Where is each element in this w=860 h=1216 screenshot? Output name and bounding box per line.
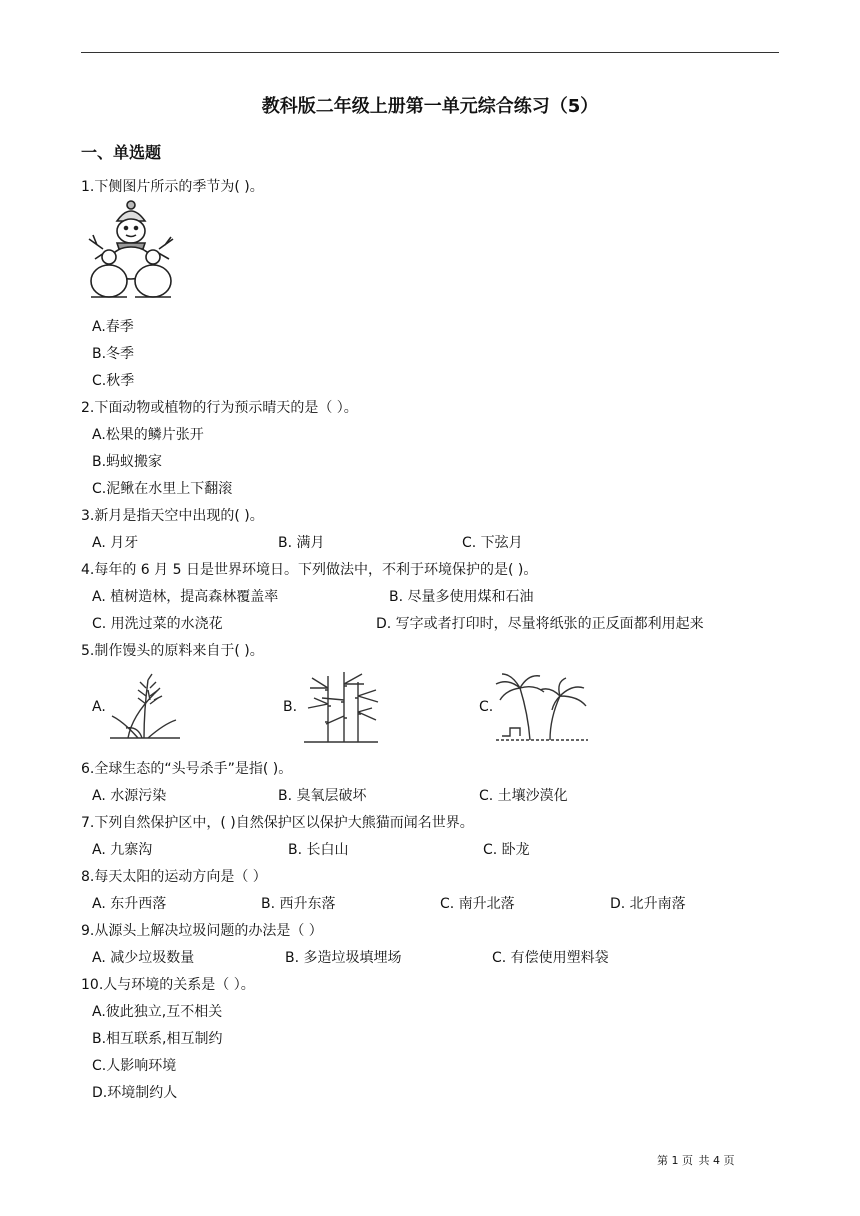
section-heading: 一、单选题 <box>81 143 162 162</box>
option-b: B. 长白山 <box>288 842 349 858</box>
option-c: C. 土壤沙漠化 <box>479 788 568 804</box>
page-title: 教科版二年级上册第一单元综合练习（5） <box>261 96 599 117</box>
bamboo-image <box>298 668 382 744</box>
option-a: A. 九寨沟 <box>92 842 153 858</box>
option-c: C. 卧龙 <box>483 842 530 858</box>
option-c: C. 用洗过菜的水浇花 <box>92 616 223 632</box>
question-stem: 3.新月是指天空中出现的( )。 <box>81 508 264 524</box>
page-number: 第 1 页 <box>657 1154 693 1167</box>
option-c: C. <box>479 699 494 715</box>
option-d: D. 北升南落 <box>610 896 686 912</box>
option-b: B. 西升东落 <box>261 896 336 912</box>
option-a: A. 月牙 <box>92 535 139 551</box>
option-b: B. 满月 <box>278 535 325 551</box>
option-b: B.冬季 <box>92 346 135 362</box>
option-a: A. 水源污染 <box>92 788 167 804</box>
option-b: B. <box>283 699 298 715</box>
option-c: C. 南升北落 <box>440 896 515 912</box>
question-stem: 2.下面动物或植物的行为预示晴天的是（ ）。 <box>81 400 358 416</box>
option-b: B. 臭氧层破坏 <box>278 788 367 804</box>
option-a: A. <box>92 699 106 715</box>
option-d: D.环境制约人 <box>92 1085 178 1101</box>
question-stem: 10.人与环境的关系是（ ）。 <box>81 977 255 993</box>
option-a: A.彼此独立,互不相关 <box>92 1004 223 1020</box>
option-c: C. 有偿使用塑料袋 <box>492 950 609 966</box>
option-a: A.松果的鳞片张开 <box>92 427 204 443</box>
option-b: B. 尽量多使用煤和石油 <box>389 589 534 605</box>
option-c: C.秋季 <box>92 373 135 389</box>
option-a: A. 减少垃圾数量 <box>92 950 195 966</box>
palm-tree-image <box>494 670 590 742</box>
question-stem: 7.下列自然保护区中，( )自然保护区以保护大熊猫而闻名世界。 <box>81 815 474 831</box>
question-stem: 8.每天太阳的运动方向是（ ） <box>81 869 267 885</box>
option-a: A.春季 <box>92 319 134 335</box>
question-stem: 1.下侧图片所示的季节为( )。 <box>81 179 264 195</box>
option-b: B. 多造垃圾填埋场 <box>285 950 402 966</box>
option-c: C. 下弦月 <box>462 535 523 551</box>
option-a: A. 东升西落 <box>92 896 167 912</box>
header-rule <box>81 52 779 53</box>
option-c: C.人影响环境 <box>92 1058 177 1074</box>
page-total: 共 4 页 <box>698 1154 735 1167</box>
question-stem: 9.从源头上解决垃圾问题的办法是（ ） <box>81 923 323 939</box>
wheat-image <box>108 670 182 740</box>
option-d: D. 写字或者打印时，尽量将纸张的正反面都利用起来 <box>376 616 704 632</box>
option-c: C.泥鳅在水里上下翻滚 <box>92 481 233 497</box>
option-a: A. 植树造林，提高森林覆盖率 <box>92 589 279 605</box>
question-stem: 5.制作馒头的原料来自于( )。 <box>81 643 264 659</box>
question-stem: 6.全球生态的“头号杀手”是指( )。 <box>81 761 293 777</box>
snowman-image <box>83 199 179 303</box>
page-footer <box>657 1152 737 1168</box>
option-b: B.蚂蚁搬家 <box>92 454 163 470</box>
question-stem: 4.每年的 6 月 5 日是世界环境日。下列做法中，不利于环境保护的是( )。 <box>81 562 538 578</box>
option-b: B.相互联系,相互制约 <box>92 1031 223 1047</box>
